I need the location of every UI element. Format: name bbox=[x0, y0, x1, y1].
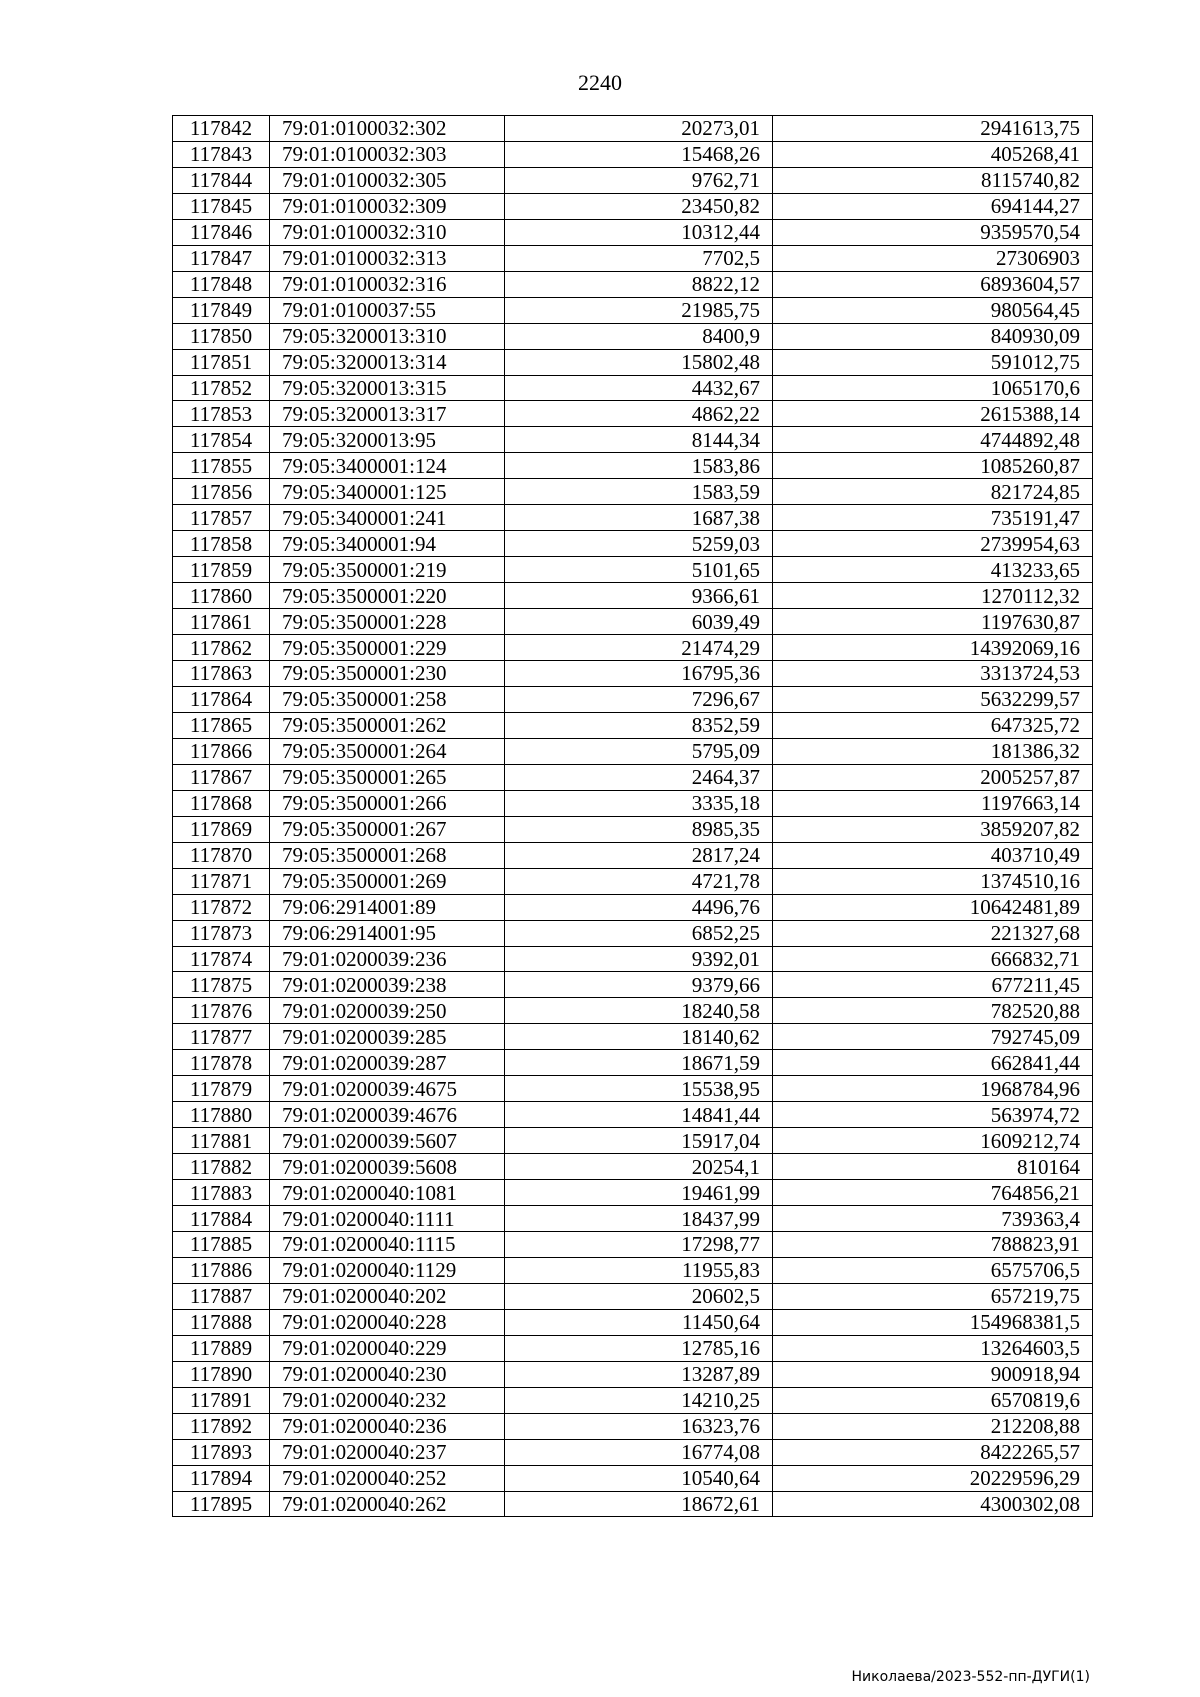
cadastral-value-cell: 8115740,82 bbox=[773, 167, 1093, 193]
row-number-cell: 117842 bbox=[173, 116, 270, 142]
cadastral-value-cell: 2941613,75 bbox=[773, 116, 1093, 142]
cadastral-value-cell: 792745,09 bbox=[773, 1024, 1093, 1050]
area-cell: 19461,99 bbox=[505, 1180, 773, 1206]
cadastral-value-cell: 413233,65 bbox=[773, 557, 1093, 583]
cadastral-value-cell: 735191,47 bbox=[773, 505, 1093, 531]
table-row bbox=[173, 271, 1093, 297]
cadastral-value-cell: 666832,71 bbox=[773, 946, 1093, 972]
area-cell: 11450,64 bbox=[505, 1309, 773, 1335]
cadastral-number-cell: 79:01:0200040:230 bbox=[270, 1361, 505, 1387]
table-row bbox=[173, 1491, 1093, 1517]
cadastral-value-cell: 154968381,5 bbox=[773, 1309, 1093, 1335]
area-cell: 8144,34 bbox=[505, 427, 773, 453]
area-cell: 5795,09 bbox=[505, 738, 773, 764]
table-row bbox=[173, 401, 1093, 427]
row-number-cell: 117873 bbox=[173, 920, 270, 946]
cadastral-value-cell: 10642481,89 bbox=[773, 894, 1093, 920]
cadastral-value-cell: 821724,85 bbox=[773, 479, 1093, 505]
row-number-cell: 117861 bbox=[173, 609, 270, 635]
cadastral-value-cell: 181386,32 bbox=[773, 738, 1093, 764]
area-cell: 3335,18 bbox=[505, 790, 773, 816]
row-number-cell: 117874 bbox=[173, 946, 270, 972]
cadastral-number-cell: 79:05:3500001:262 bbox=[270, 712, 505, 738]
row-number-cell: 117865 bbox=[173, 712, 270, 738]
area-cell: 15468,26 bbox=[505, 141, 773, 167]
cadastral-number-cell: 79:05:3500001:268 bbox=[270, 842, 505, 868]
cadastral-number-cell: 79:01:0200040:1115 bbox=[270, 1231, 505, 1257]
table-row bbox=[173, 998, 1093, 1024]
cadastral-value-cell: 9359570,54 bbox=[773, 219, 1093, 245]
table-row bbox=[173, 505, 1093, 531]
table-row bbox=[173, 1257, 1093, 1283]
area-cell: 14210,25 bbox=[505, 1387, 773, 1413]
area-cell: 1583,86 bbox=[505, 453, 773, 479]
table-row bbox=[173, 349, 1093, 375]
row-number-cell: 117893 bbox=[173, 1439, 270, 1465]
cadastral-number-cell: 79:01:0100032:316 bbox=[270, 271, 505, 297]
row-number-cell: 117848 bbox=[173, 271, 270, 297]
table-row bbox=[173, 1335, 1093, 1361]
table-row bbox=[173, 842, 1093, 868]
cadastral-value-cell: 20229596,29 bbox=[773, 1465, 1093, 1491]
table-row bbox=[173, 141, 1093, 167]
cadastral-number-cell: 79:01:0200040:1111 bbox=[270, 1206, 505, 1232]
table-row bbox=[173, 635, 1093, 661]
area-cell: 10540,64 bbox=[505, 1465, 773, 1491]
area-cell: 7296,67 bbox=[505, 686, 773, 712]
row-number-cell: 117877 bbox=[173, 1024, 270, 1050]
table-row bbox=[173, 661, 1093, 687]
row-number-cell: 117890 bbox=[173, 1361, 270, 1387]
row-number-cell: 117883 bbox=[173, 1180, 270, 1206]
row-number-cell: 117870 bbox=[173, 842, 270, 868]
table-row bbox=[173, 1102, 1093, 1128]
cadastral-value-cell: 980564,45 bbox=[773, 297, 1093, 323]
area-cell: 9392,01 bbox=[505, 946, 773, 972]
page-number: 2240 bbox=[578, 70, 622, 95]
row-number-cell: 117869 bbox=[173, 816, 270, 842]
area-cell: 8985,35 bbox=[505, 816, 773, 842]
area-cell: 18140,62 bbox=[505, 1024, 773, 1050]
area-cell: 5259,03 bbox=[505, 531, 773, 557]
area-cell: 15802,48 bbox=[505, 349, 773, 375]
table-row bbox=[173, 245, 1093, 271]
document-reference: Николаева/2023-552-пп-ДУГИ(1) bbox=[851, 1669, 1090, 1685]
table-row bbox=[173, 738, 1093, 764]
cadastral-number-cell: 79:05:3500001:258 bbox=[270, 686, 505, 712]
cadastral-number-cell: 79:05:3500001:265 bbox=[270, 764, 505, 790]
cadastral-value-cell: 657219,75 bbox=[773, 1283, 1093, 1309]
cadastral-number-cell: 79:01:0200039:250 bbox=[270, 998, 505, 1024]
area-cell: 10312,44 bbox=[505, 219, 773, 245]
cadastral-number-cell: 79:01:0100032:302 bbox=[270, 116, 505, 142]
area-cell: 4496,76 bbox=[505, 894, 773, 920]
cadastral-value-cell: 591012,75 bbox=[773, 349, 1093, 375]
cadastral-number-cell: 79:05:3400001:94 bbox=[270, 531, 505, 557]
table-row bbox=[173, 790, 1093, 816]
table-row bbox=[173, 894, 1093, 920]
row-number-cell: 117844 bbox=[173, 167, 270, 193]
cadastral-value-cell: 788823,91 bbox=[773, 1231, 1093, 1257]
area-cell: 8822,12 bbox=[505, 271, 773, 297]
cadastral-value-cell: 1609212,74 bbox=[773, 1128, 1093, 1154]
cadastral-value-cell: 3313724,53 bbox=[773, 661, 1093, 687]
cadastral-value-cell: 2615388,14 bbox=[773, 401, 1093, 427]
row-number-cell: 117885 bbox=[173, 1231, 270, 1257]
table-row bbox=[173, 1128, 1093, 1154]
cadastral-value-cell: 5632299,57 bbox=[773, 686, 1093, 712]
row-number-cell: 117862 bbox=[173, 635, 270, 661]
cadastral-value-cell: 1374510,16 bbox=[773, 868, 1093, 894]
table-row bbox=[173, 764, 1093, 790]
cadastral-number-cell: 79:01:0200039:5607 bbox=[270, 1128, 505, 1154]
area-cell: 15538,95 bbox=[505, 1076, 773, 1102]
row-number-cell: 117878 bbox=[173, 1050, 270, 1076]
cadastral-value-cell: 677211,45 bbox=[773, 972, 1093, 998]
cadastral-number-cell: 79:05:3200013:310 bbox=[270, 323, 505, 349]
cadastral-value-cell: 1968784,96 bbox=[773, 1076, 1093, 1102]
cadastral-number-cell: 79:01:0200039:4675 bbox=[270, 1076, 505, 1102]
cadastral-number-cell: 79:05:3500001:269 bbox=[270, 868, 505, 894]
table-row bbox=[173, 1076, 1093, 1102]
cadastral-number-cell: 79:05:3200013:314 bbox=[270, 349, 505, 375]
area-cell: 23450,82 bbox=[505, 193, 773, 219]
cadastral-value-cell: 810164 bbox=[773, 1154, 1093, 1180]
cadastral-number-cell: 79:01:0200039:4676 bbox=[270, 1102, 505, 1128]
cadastral-number-cell: 79:01:0200040:237 bbox=[270, 1439, 505, 1465]
row-number-cell: 117882 bbox=[173, 1154, 270, 1180]
table-row bbox=[173, 1387, 1093, 1413]
cadastral-number-cell: 79:06:2914001:95 bbox=[270, 920, 505, 946]
area-cell: 9366,61 bbox=[505, 583, 773, 609]
row-number-cell: 117858 bbox=[173, 531, 270, 557]
area-cell: 4862,22 bbox=[505, 401, 773, 427]
cadastral-number-cell: 79:01:0200040:232 bbox=[270, 1387, 505, 1413]
row-number-cell: 117850 bbox=[173, 323, 270, 349]
area-cell: 20602,5 bbox=[505, 1283, 773, 1309]
area-cell: 4432,67 bbox=[505, 375, 773, 401]
row-number-cell: 117849 bbox=[173, 297, 270, 323]
area-cell: 8352,59 bbox=[505, 712, 773, 738]
table-row bbox=[173, 946, 1093, 972]
cadastral-value-cell: 647325,72 bbox=[773, 712, 1093, 738]
row-number-cell: 117864 bbox=[173, 686, 270, 712]
cadastral-number-cell: 79:01:0200039:236 bbox=[270, 946, 505, 972]
table-row bbox=[173, 167, 1093, 193]
cadastral-number-cell: 79:01:0200040:252 bbox=[270, 1465, 505, 1491]
table-row bbox=[173, 1309, 1093, 1335]
row-number-cell: 117887 bbox=[173, 1283, 270, 1309]
table-row bbox=[173, 1050, 1093, 1076]
area-cell: 18437,99 bbox=[505, 1206, 773, 1232]
cadastral-value-cell: 6575706,5 bbox=[773, 1257, 1093, 1283]
area-cell: 16774,08 bbox=[505, 1439, 773, 1465]
row-number-cell: 117889 bbox=[173, 1335, 270, 1361]
row-number-cell: 117886 bbox=[173, 1257, 270, 1283]
table-row bbox=[173, 1206, 1093, 1232]
row-number-cell: 117855 bbox=[173, 453, 270, 479]
area-cell: 1687,38 bbox=[505, 505, 773, 531]
table-row bbox=[173, 972, 1093, 998]
cadastral-number-cell: 79:05:3200013:95 bbox=[270, 427, 505, 453]
table-row bbox=[173, 609, 1093, 635]
table-row bbox=[173, 557, 1093, 583]
row-number-cell: 117891 bbox=[173, 1387, 270, 1413]
table-row bbox=[173, 479, 1093, 505]
cadastral-number-cell: 79:05:3200013:315 bbox=[270, 375, 505, 401]
table-row bbox=[173, 193, 1093, 219]
cadastral-value-cell: 2005257,87 bbox=[773, 764, 1093, 790]
cadastral-value-cell: 840930,09 bbox=[773, 323, 1093, 349]
cadastral-number-cell: 79:01:0200040:229 bbox=[270, 1335, 505, 1361]
area-cell: 5101,65 bbox=[505, 557, 773, 583]
table-row bbox=[173, 712, 1093, 738]
row-number-cell: 117884 bbox=[173, 1206, 270, 1232]
area-cell: 20273,01 bbox=[505, 116, 773, 142]
cadastral-number-cell: 79:05:3400001:125 bbox=[270, 479, 505, 505]
cadastral-number-cell: 79:01:0200039:238 bbox=[270, 972, 505, 998]
cadastral-value-cell: 14392069,16 bbox=[773, 635, 1093, 661]
row-number-cell: 117888 bbox=[173, 1309, 270, 1335]
cadastral-value-cell: 212208,88 bbox=[773, 1413, 1093, 1439]
row-number-cell: 117892 bbox=[173, 1413, 270, 1439]
row-number-cell: 117859 bbox=[173, 557, 270, 583]
cadastral-number-cell: 79:05:3500001:230 bbox=[270, 661, 505, 687]
cadastral-value-cell: 739363,4 bbox=[773, 1206, 1093, 1232]
table-row bbox=[173, 453, 1093, 479]
row-number-cell: 117880 bbox=[173, 1102, 270, 1128]
table-row bbox=[173, 1413, 1093, 1439]
row-number-cell: 117863 bbox=[173, 661, 270, 687]
cadastral-number-cell: 79:05:3500001:266 bbox=[270, 790, 505, 816]
cadastral-value-cell: 1197663,14 bbox=[773, 790, 1093, 816]
row-number-cell: 117868 bbox=[173, 790, 270, 816]
area-cell: 21474,29 bbox=[505, 635, 773, 661]
cadastral-value-cell: 1065170,6 bbox=[773, 375, 1093, 401]
cadastral-value-cell: 694144,27 bbox=[773, 193, 1093, 219]
cadastral-number-cell: 79:06:2914001:89 bbox=[270, 894, 505, 920]
row-number-cell: 117846 bbox=[173, 219, 270, 245]
table-row bbox=[173, 427, 1093, 453]
area-cell: 18671,59 bbox=[505, 1050, 773, 1076]
area-cell: 6852,25 bbox=[505, 920, 773, 946]
area-cell: 1583,59 bbox=[505, 479, 773, 505]
cadastral-number-cell: 79:01:0200039:5608 bbox=[270, 1154, 505, 1180]
cadastral-number-cell: 79:01:0100032:310 bbox=[270, 219, 505, 245]
row-number-cell: 117853 bbox=[173, 401, 270, 427]
cadastral-value-cell: 563974,72 bbox=[773, 1102, 1093, 1128]
cadastral-value-cell: 405268,41 bbox=[773, 141, 1093, 167]
table-row bbox=[173, 1154, 1093, 1180]
row-number-cell: 117847 bbox=[173, 245, 270, 271]
table-row bbox=[173, 375, 1093, 401]
cadastral-number-cell: 79:05:3500001:220 bbox=[270, 583, 505, 609]
row-number-cell: 117860 bbox=[173, 583, 270, 609]
cadastral-number-cell: 79:05:3400001:241 bbox=[270, 505, 505, 531]
table-row bbox=[173, 1283, 1093, 1309]
cadastral-number-cell: 79:01:0200039:287 bbox=[270, 1050, 505, 1076]
table-row bbox=[173, 686, 1093, 712]
row-number-cell: 117856 bbox=[173, 479, 270, 505]
cadastral-number-cell: 79:01:0100037:55 bbox=[270, 297, 505, 323]
cadastral-number-cell: 79:01:0200040:202 bbox=[270, 1283, 505, 1309]
row-number-cell: 117867 bbox=[173, 764, 270, 790]
cadastral-number-cell: 79:01:0100032:313 bbox=[270, 245, 505, 271]
table-row bbox=[173, 1231, 1093, 1257]
row-number-cell: 117851 bbox=[173, 349, 270, 375]
row-number-cell: 117876 bbox=[173, 998, 270, 1024]
cadastral-value-cell: 2739954,63 bbox=[773, 531, 1093, 557]
table-row bbox=[173, 868, 1093, 894]
area-cell: 12785,16 bbox=[505, 1335, 773, 1361]
area-cell: 11955,83 bbox=[505, 1257, 773, 1283]
row-number-cell: 117881 bbox=[173, 1128, 270, 1154]
cadastral-number-cell: 79:01:0200040:236 bbox=[270, 1413, 505, 1439]
area-cell: 18240,58 bbox=[505, 998, 773, 1024]
table-body bbox=[173, 116, 1093, 1517]
table-row bbox=[173, 219, 1093, 245]
row-number-cell: 117871 bbox=[173, 868, 270, 894]
cadastral-number-cell: 79:05:3500001:267 bbox=[270, 816, 505, 842]
area-cell: 13287,89 bbox=[505, 1361, 773, 1387]
area-cell: 16795,36 bbox=[505, 661, 773, 687]
table-row bbox=[173, 323, 1093, 349]
cadastral-number-cell: 79:01:0100032:309 bbox=[270, 193, 505, 219]
cadastral-number-cell: 79:01:0200040:1129 bbox=[270, 1257, 505, 1283]
cadastral-number-cell: 79:05:3500001:229 bbox=[270, 635, 505, 661]
cadastral-value-cell: 403710,49 bbox=[773, 842, 1093, 868]
cadastral-number-cell: 79:05:3400001:124 bbox=[270, 453, 505, 479]
cadastral-value-cell: 764856,21 bbox=[773, 1180, 1093, 1206]
cadastral-number-cell: 79:01:0200040:228 bbox=[270, 1309, 505, 1335]
row-number-cell: 117879 bbox=[173, 1076, 270, 1102]
cadastral-number-cell: 79:01:0200039:285 bbox=[270, 1024, 505, 1050]
table-row bbox=[173, 920, 1093, 946]
cadastral-value-cell: 1270112,32 bbox=[773, 583, 1093, 609]
table-row bbox=[173, 1439, 1093, 1465]
cadastral-value-cell: 1085260,87 bbox=[773, 453, 1093, 479]
cadastral-number-cell: 79:01:0100032:303 bbox=[270, 141, 505, 167]
row-number-cell: 117894 bbox=[173, 1465, 270, 1491]
cadastral-value-cell: 662841,44 bbox=[773, 1050, 1093, 1076]
area-cell: 2464,37 bbox=[505, 764, 773, 790]
cadastral-value-cell: 27306903 bbox=[773, 245, 1093, 271]
row-number-cell: 117852 bbox=[173, 375, 270, 401]
row-number-cell: 117857 bbox=[173, 505, 270, 531]
cadastral-number-cell: 79:05:3200013:317 bbox=[270, 401, 505, 427]
cadastral-value-cell: 6893604,57 bbox=[773, 271, 1093, 297]
row-number-cell: 117875 bbox=[173, 972, 270, 998]
cadastral-value-cell: 1197630,87 bbox=[773, 609, 1093, 635]
row-number-cell: 117872 bbox=[173, 894, 270, 920]
area-cell: 20254,1 bbox=[505, 1154, 773, 1180]
table-row bbox=[173, 1465, 1093, 1491]
area-cell: 6039,49 bbox=[505, 609, 773, 635]
cadastral-value-cell: 8422265,57 bbox=[773, 1439, 1093, 1465]
area-cell: 21985,75 bbox=[505, 297, 773, 323]
row-number-cell: 117845 bbox=[173, 193, 270, 219]
area-cell: 2817,24 bbox=[505, 842, 773, 868]
cadastral-value-cell: 4744892,48 bbox=[773, 427, 1093, 453]
table-row bbox=[173, 583, 1093, 609]
table-row bbox=[173, 116, 1093, 142]
cadastral-value-cell: 782520,88 bbox=[773, 998, 1093, 1024]
area-cell: 18672,61 bbox=[505, 1491, 773, 1517]
cadastral-number-cell: 79:01:0200040:1081 bbox=[270, 1180, 505, 1206]
area-cell: 7702,5 bbox=[505, 245, 773, 271]
row-number-cell: 117866 bbox=[173, 738, 270, 764]
row-number-cell: 117854 bbox=[173, 427, 270, 453]
row-number-cell: 117895 bbox=[173, 1491, 270, 1517]
area-cell: 8400,9 bbox=[505, 323, 773, 349]
row-number-cell: 117843 bbox=[173, 141, 270, 167]
cadastral-value-cell: 221327,68 bbox=[773, 920, 1093, 946]
area-cell: 9762,71 bbox=[505, 167, 773, 193]
table-row bbox=[173, 297, 1093, 323]
cadastral-value-cell: 13264603,5 bbox=[773, 1335, 1093, 1361]
area-cell: 16323,76 bbox=[505, 1413, 773, 1439]
area-cell: 17298,77 bbox=[505, 1231, 773, 1257]
cadastral-value-cell: 4300302,08 bbox=[773, 1491, 1093, 1517]
table-row bbox=[173, 1361, 1093, 1387]
area-cell: 15917,04 bbox=[505, 1128, 773, 1154]
table-row bbox=[173, 1024, 1093, 1050]
area-cell: 4721,78 bbox=[505, 868, 773, 894]
table-row bbox=[173, 531, 1093, 557]
cadastral-number-cell: 79:01:0100032:305 bbox=[270, 167, 505, 193]
cadastral-number-cell: 79:05:3500001:264 bbox=[270, 738, 505, 764]
cadastral-number-cell: 79:01:0200040:262 bbox=[270, 1491, 505, 1517]
table-row bbox=[173, 1180, 1093, 1206]
area-cell: 9379,66 bbox=[505, 972, 773, 998]
cadastral-value-cell: 900918,94 bbox=[773, 1361, 1093, 1387]
cadastral-number-cell: 79:05:3500001:228 bbox=[270, 609, 505, 635]
cadastral-value-table bbox=[172, 115, 1093, 1517]
cadastral-value-cell: 3859207,82 bbox=[773, 816, 1093, 842]
area-cell: 14841,44 bbox=[505, 1102, 773, 1128]
cadastral-number-cell: 79:05:3500001:219 bbox=[270, 557, 505, 583]
cadastral-value-cell: 6570819,6 bbox=[773, 1387, 1093, 1413]
table-row bbox=[173, 816, 1093, 842]
